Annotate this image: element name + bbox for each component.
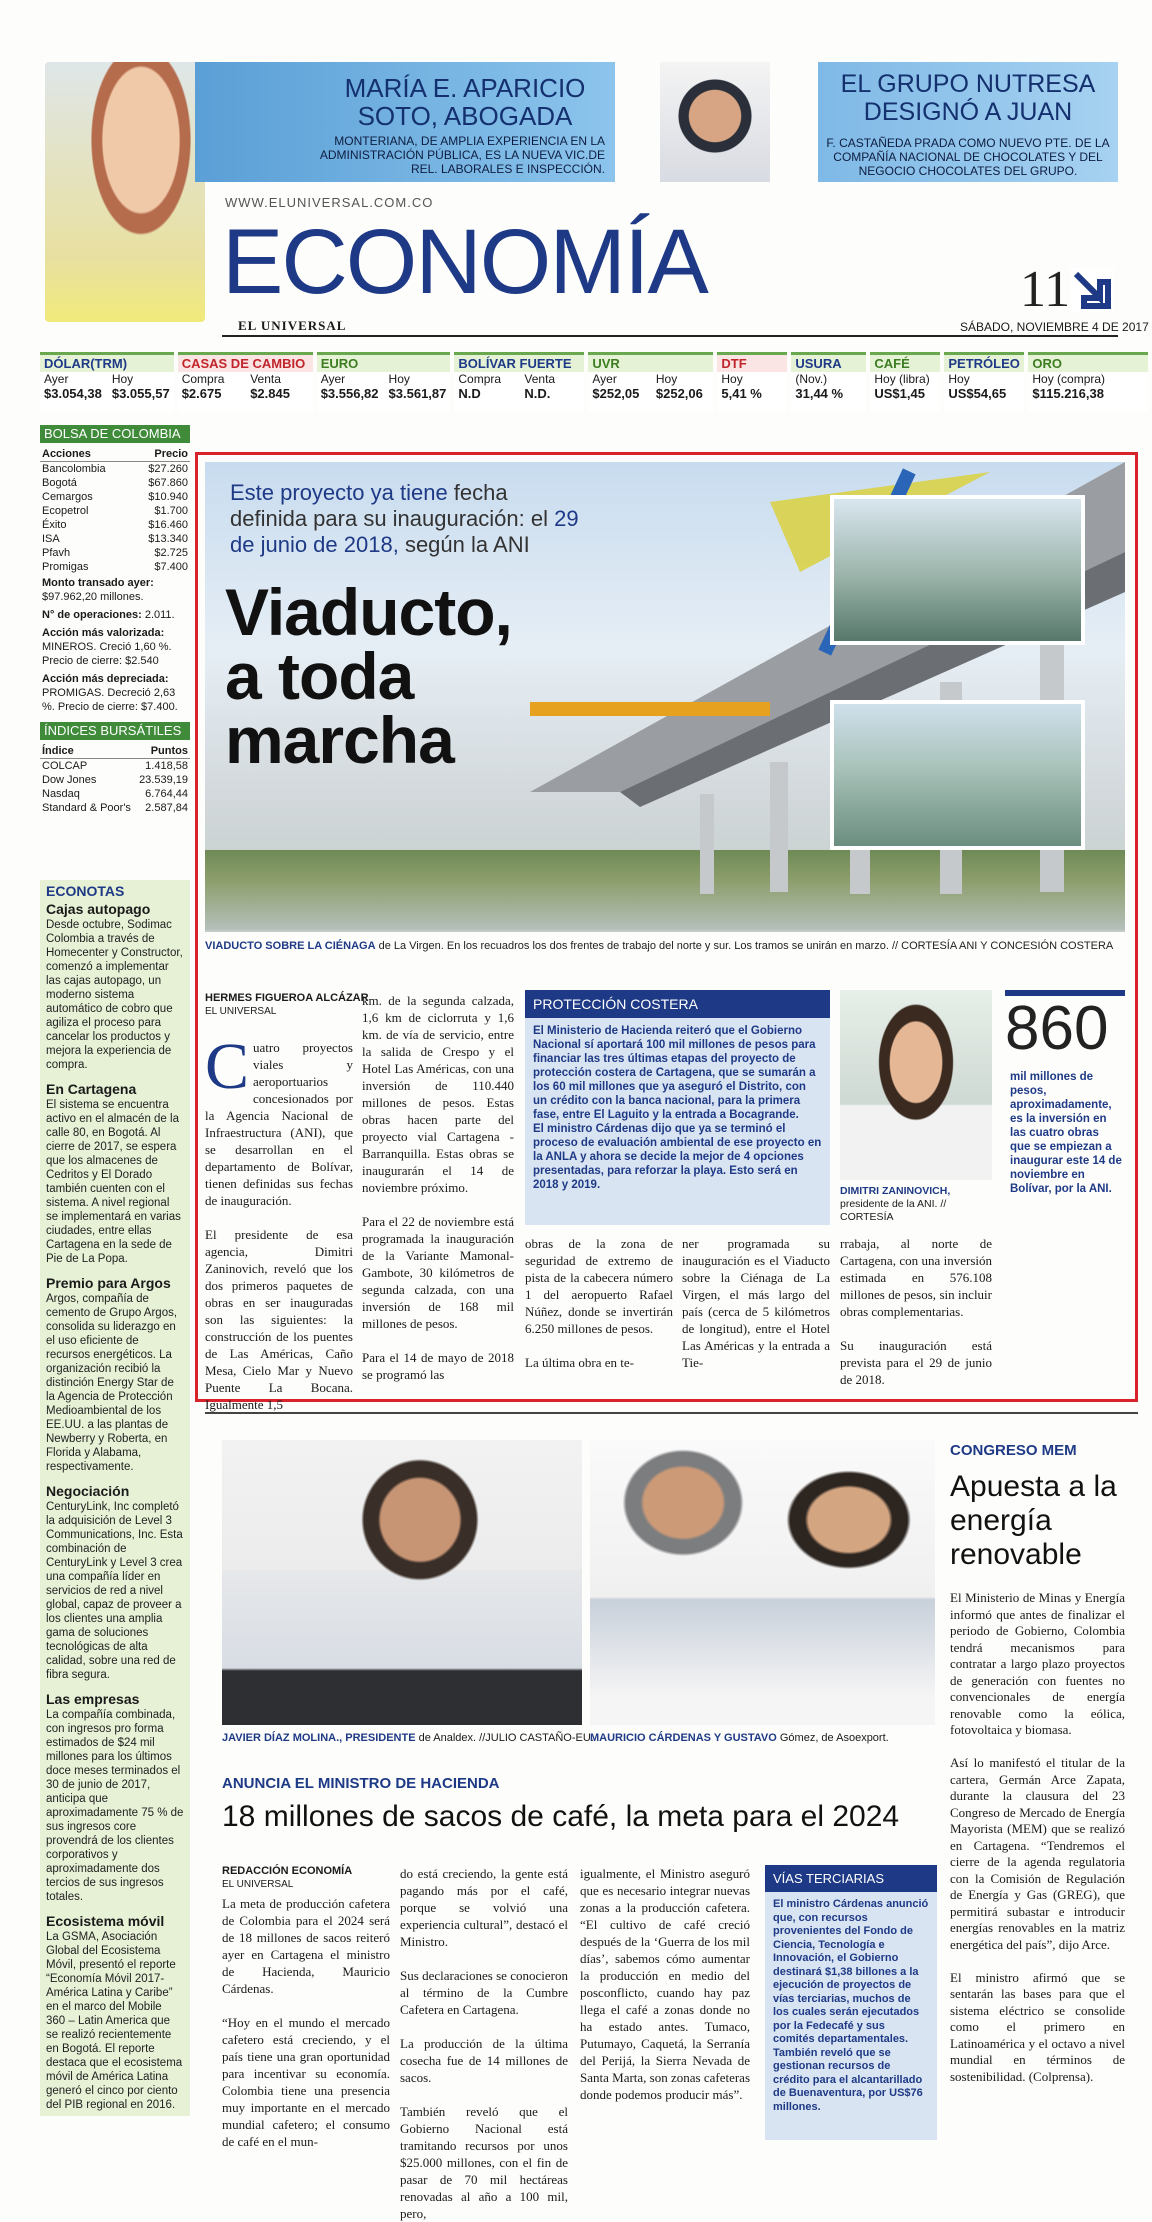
indicator-label: Hoy bbox=[655, 372, 678, 386]
bolsa-header-row bbox=[40, 447, 190, 462]
index-row bbox=[40, 787, 190, 801]
indicator-label: Venta bbox=[524, 372, 556, 386]
diaz-caption-bold: JAVIER DÍAZ MOLINA., PRESIDENTE bbox=[222, 1732, 416, 1744]
bolsa-stock: Cemargos bbox=[42, 491, 93, 503]
bolsa-price: $1.700 bbox=[154, 505, 188, 517]
bolsa-stock: ISA bbox=[42, 533, 60, 545]
indicator-value: N.D bbox=[458, 386, 481, 401]
zanino-caption-bold: DIMITRI ZANINOVICH, bbox=[840, 1185, 951, 1197]
indicator-name: DTF bbox=[717, 355, 787, 372]
feature-kicker bbox=[230, 480, 590, 558]
indicator-labels bbox=[870, 372, 940, 386]
zanino-caption bbox=[840, 1185, 992, 1224]
bolsa-row bbox=[40, 532, 190, 546]
masthead: EL UNIVERSAL bbox=[238, 318, 347, 333]
indicator-1 bbox=[178, 352, 313, 412]
bolsa-rows bbox=[40, 462, 190, 574]
feature-col-3: obras de la zona de seguridad de extremo de pista de la cabecera número 1 del aeropuerto Rafael Núñez, donde se invertirán 6.250 millones de pesos. La última obra en te- bbox=[525, 1236, 673, 1370]
photo-mauricio-cardenas bbox=[590, 1440, 935, 1725]
cafe-kicker: ANUNCIA EL MINISTRO DE HACIENDA bbox=[222, 1775, 500, 1792]
header-teaser-left[interactable] bbox=[195, 62, 615, 182]
indicator-labels bbox=[791, 372, 866, 386]
cafe-byline: REDACCIÓN ECONOMÍA bbox=[222, 1865, 353, 1877]
indicator-labels bbox=[1028, 372, 1148, 386]
cafe-bysub: EL UNIVERSAL bbox=[222, 1879, 294, 1890]
bolsa-notes bbox=[40, 574, 190, 716]
indicator-labels bbox=[454, 372, 584, 386]
econota-title[interactable]: Ecosistema móvil bbox=[46, 1913, 165, 1929]
indicator-name: PETRÓLEO bbox=[944, 355, 1024, 372]
indicator-label: Compra bbox=[458, 372, 502, 386]
header-teaser-right[interactable] bbox=[818, 62, 1118, 182]
headline-line-3: marcha bbox=[225, 703, 454, 777]
indicator-label: Hoy (compra) bbox=[1032, 372, 1106, 386]
bolsa-price: $16.460 bbox=[148, 519, 188, 531]
bolsa-price: $7.400 bbox=[154, 561, 188, 573]
indicator-9 bbox=[1028, 352, 1148, 412]
index-row bbox=[40, 759, 190, 773]
indicator-label: (Nov.) bbox=[795, 372, 828, 386]
indicator-8 bbox=[944, 352, 1024, 412]
congreso-headline[interactable]: Apuesta a la energía renovable bbox=[950, 1470, 1117, 1571]
bolsa-stock: Bancolombia bbox=[42, 463, 106, 475]
congreso-body: El Ministerio de Minas y Energía informó que antes de finalizar el periodo de Gobierno, Colombia tendrá mecanismos para contratar a largo plazo proyectos de generación con fuentes no convencionales de energía renovable como la eólica, fotovoltaica y biomasa. Así lo manifestó el titular de la cartera, Germán Arce Zapata, durante la clausura del 23 Congreso de Mercado de Energía Mayorista (MEM) que se realizó en Cartagena. “Tendremos el cierre de la agenda regulatoria con la Comisión de Regulación de Energía y Gas (GREG), que permitirá subastar e introducir energías renovables en la matriz energética del país”, dijo Arce. El ministro afirmó que se sentarán las bases para que el sistema eléctrico se consolide como el primero en Latinoamérica y el octavo a nivel mundial en términos de sostenibilidad. (Colprensa). bbox=[950, 1590, 1125, 2084]
headline-line-1: Viaducto, bbox=[225, 575, 512, 649]
feature-col-5: rrabaja, al norte de Cartagena, con una inversión estimada en 576.108 millones de pesos, sin incluir obras complementarias. Su inauguración está prevista para el 29 de junio de 2018. bbox=[840, 1236, 992, 1387]
cafe-headline[interactable]: 18 millones de sacos de café, la meta para el 2024 bbox=[222, 1800, 900, 1833]
indicator-value: 31,44 % bbox=[795, 386, 844, 401]
zanino-caption-text: presidente de la ANI. // CORTESÍA bbox=[840, 1198, 947, 1223]
diaz-caption-text: de Analdex. //JULIO CASTAÑO-EU. bbox=[415, 1732, 594, 1744]
cafe-col-2: do está creciendo, la gente está pagando más por el café, porque se volvió una experiencia cultural”, destacó el Ministro. Sus declaraciones se conocieron al término de la Cumbre Cafetera en Cartagena. La producción de la última cosecha fue de 14 millones de sacos. También reveló que el Gobierno Nacional está tramitando recursos por unos $25.000 millones, con el fin de pasar de 70 mil hectáreas renovadas al año a 100 mil, pero, bbox=[400, 1866, 568, 2221]
econotas-column bbox=[40, 880, 190, 2116]
bolsa-row bbox=[40, 462, 190, 476]
site-url[interactable]: WWW.ELUNIVERSAL.COM.CO bbox=[225, 195, 434, 210]
bolsa-title: BOLSA DE COLOMBIA bbox=[40, 425, 190, 443]
bolsa-note-label: Acción más valorizada: bbox=[42, 627, 165, 639]
index-row bbox=[40, 801, 190, 815]
feature-col-1-text: uatro proyectos viales y aeroportuarios concesionados por la Agencia Nacional de Infraestructura (ANI), que se desarrollan en el departamento de Bolívar, tienen definidas sus fechas de inauguración. El presidente de esa agencia, Dimitri Zaninovich, reveló que los dos primeros paquetes de obras en ser inauguradas son las siguientes: la construcción de los puentes de Las Américas, Caño Mesa, Cielo Mar y Nuevo Puente La Bocana. Igualmente 1,5 bbox=[205, 1040, 353, 1412]
indicator-6 bbox=[791, 352, 866, 412]
indicator-values bbox=[791, 386, 866, 401]
econota-title[interactable]: Negociación bbox=[46, 1483, 130, 1499]
indicator-label: Hoy bbox=[111, 372, 134, 386]
cafe-col-1: La meta de producción cafetera de Colombia para el 2024 será de 18 millones de sacos reiteró ayer en Cartagena el ministro de Hacienda, Mauricio Cárdenas. “Hoy en el mundo el mercado cafetero está creciendo, y el país tiene una gran oportunidad para incentivar su economía. Colombia tiene una presencia muy importante en el mercado mundial cafetero; el consumo de café en el mun- bbox=[222, 1896, 390, 2149]
econota-text: Desde octubre, Sodimac Colombia a través de Homecenter y Constructor, comenzó a implementar las cajas autopago, un moderno sistema automático de cobro que agiliza el proceso para cancelar los productos y mejora la experiencia de compra. bbox=[46, 919, 183, 1071]
indicator-labels bbox=[40, 372, 174, 386]
vias-body: El ministro Cárdenas anunció que, con recursos provenientes del Fondo de Ciencia, Tecnología e Innovación, el Gobierno destinará $1,38 billones a la ejecución de proyectos de vías terciarias, muchos de los cuales serán ejecutados por la Fedecafé y sus comités departamentales. También reveló que se gestionan recursos de crédito para el alcantarillado de Buenaventura, por US$76 millones. bbox=[773, 1898, 929, 2113]
indicator-value: $252,06 bbox=[655, 386, 703, 401]
indicator-7 bbox=[870, 352, 940, 412]
econota-title[interactable]: Premio para Argos bbox=[46, 1275, 171, 1291]
indicator-values bbox=[454, 386, 584, 401]
econota-text: El sistema se encuentra activo en el almacén de la calle 80, en Bogotá. Al cierre de 2017, se espera que los almacenes de Cedritos y El Dorado también cuenten con el sistema. A nivel regional se implementará en varias ciudades, entre ellas Cartagena en la sede de Pie de La Popa. bbox=[46, 1099, 181, 1265]
headline-line-2: a toda bbox=[225, 639, 414, 713]
diaz-caption bbox=[222, 1732, 594, 1744]
cardenas-caption-text: Gómez, de Asoexport. bbox=[776, 1732, 889, 1744]
bolsa-row bbox=[40, 490, 190, 504]
indicator-value: $3.054,38 bbox=[44, 386, 102, 401]
bolsa-price: $10.940 bbox=[148, 491, 188, 503]
photo-javier-diaz bbox=[222, 1440, 582, 1725]
cardenas-caption-bold: MAURICIO CÁRDENAS Y GUSTAVO bbox=[590, 1732, 777, 1744]
indicator-label: Ayer bbox=[44, 372, 69, 386]
econota-text: CenturyLink, Inc completó la adquisición de Level 3 Communications, Inc. Esta combinación de CenturyLink y Level 3 crea una compañía líder en servicios de red a nivel global, capaz de proveer a los clientes una amplia gama de soluciones tecnológicas de alta calidad, sobre una red de fibra segura. bbox=[46, 1501, 183, 1681]
index-name: Nasdaq bbox=[42, 788, 80, 800]
arrow-icon bbox=[1070, 268, 1114, 312]
bolsa-col-b: Precio bbox=[154, 448, 188, 460]
indicator-2 bbox=[317, 352, 451, 412]
big-number-text: mil millones de pesos, aproximadamente, es la inversión en las cuatro obras que se empiezan a inaugurar este 14 de noviembre en Bolívar, por la ANI. bbox=[1010, 1071, 1122, 1195]
photo-maria-aparicio bbox=[45, 62, 205, 322]
indicator-values bbox=[178, 386, 313, 401]
indicator-name: CAFÉ bbox=[870, 355, 940, 372]
teaser-left-desc: MONTERIANA, DE AMPLIA EXPERIENCIA EN LA ADMINISTRACIÓN PÚBLICA, ES LA NUEVA VIC.DE REL. LABORALES E INSPECCIÓN. bbox=[319, 134, 605, 176]
indicator-name: BOLÍVAR FUERTE bbox=[454, 355, 584, 372]
indicator-value: $2.675 bbox=[181, 386, 222, 401]
bolsa-row bbox=[40, 518, 190, 532]
index-points: 1.418,58 bbox=[145, 760, 188, 772]
bolsa-stock: Bogotá bbox=[42, 477, 77, 489]
congreso-tag: CONGRESO MEM bbox=[950, 1442, 1077, 1459]
big-number: 860 bbox=[1005, 990, 1125, 1062]
dropcap: C bbox=[205, 1030, 250, 1103]
cafe-col-3: igualmente, el Ministro aseguró que es necesario integrar nuevas zonas a la producción cafetera. “El cultivo de café creció después de la ‘Guerra de los mil días’, sabemos cómo aumentar la producción en medio del posconflicto, cuando hay paz llega el café a zonas donde no ha estado antes. Tumaco, Putumayo, Caquetá, la Serranía del Perijá, la Sierra Nevada de Santa Marta, son zonas cafeteras donde podemos producir más”. bbox=[580, 1866, 751, 2102]
indicator-name: UVR bbox=[588, 355, 713, 372]
indicator-labels bbox=[178, 372, 313, 386]
feature-col-4: ner programada su inauguración es el Viaducto sobre la Ciénaga de La Virgen, el más largo del país (cerca de 5 kilómetros de longitud), entre el Hotel Las Américas y la entrada a Tie- bbox=[682, 1236, 830, 1370]
indicator-name: USURA bbox=[791, 355, 866, 372]
indicator-value: $115.216,38 bbox=[1032, 386, 1104, 401]
markets-sidebar bbox=[40, 425, 190, 815]
indicator-5 bbox=[717, 352, 787, 412]
bolsa-note bbox=[40, 624, 190, 670]
indicator-labels bbox=[717, 372, 787, 386]
indicator-0 bbox=[40, 352, 174, 412]
bolsa-stock: Éxito bbox=[42, 519, 67, 531]
indicator-values bbox=[588, 386, 713, 401]
bolsa-note-text: 2.011. bbox=[144, 609, 175, 621]
indicator-values bbox=[1028, 386, 1148, 401]
kicker-part-3: 29 de junio de 2018, bbox=[230, 506, 579, 557]
feature-headline bbox=[225, 575, 585, 777]
bolsa-price: $13.340 bbox=[148, 533, 188, 545]
indicator-4 bbox=[588, 352, 713, 412]
indicator-value: $2.845 bbox=[250, 386, 290, 401]
caption-bold: VIADUCTO SOBRE LA CIÉNAGA bbox=[205, 940, 376, 952]
econota-text: La compañía combinada, con ingresos pro forma estimados de $24 mil millones para los últimos doce meses terminados el 30 de junio de 2017, anticipa que aproximadamente 75 % de sus ingresos core provendrá de los clientes corporativos y aproximadamente dos tercios de sus ingresos totales. bbox=[46, 1709, 184, 1903]
indicator-label: Hoy bbox=[721, 372, 743, 386]
section-title: ECONOMÍA bbox=[222, 211, 707, 313]
bolsa-stock: Pfavh bbox=[42, 547, 71, 559]
indices-col-b: Puntos bbox=[150, 745, 188, 757]
indicator-label: Venta bbox=[250, 372, 281, 386]
indices-col-a: Índice bbox=[42, 745, 74, 757]
indicator-name: CASAS DE CAMBIO bbox=[178, 355, 313, 372]
bolsa-row bbox=[40, 476, 190, 490]
photo-dimitri-zaninovich bbox=[840, 990, 992, 1180]
econota-text: La GSMA, Asociación Global del Ecosistema Móvil, presentó el reporte “Economía Móvil 2017- América Latina y Caribe” en el marco del Mobile 360 – Latin America que se realizó recientemente en Bogotá. El reporte destaca que el ecosistema móvil de América Latina generó el cinco por ciento del PIB regional en 2016. bbox=[46, 1931, 183, 2111]
econota-title[interactable]: En Cartagena bbox=[46, 1081, 137, 1097]
page-number: 11 bbox=[1020, 261, 1071, 318]
bolsa-row bbox=[40, 546, 190, 560]
indicator-value: US$54,65 bbox=[948, 386, 1007, 401]
header-rule bbox=[222, 335, 1118, 337]
kicker-part-2: fecha definida para su inauguración: el bbox=[230, 480, 555, 531]
indicator-value: $3.556,82 bbox=[320, 386, 379, 401]
indicator-values bbox=[317, 386, 451, 401]
kicker-part-1: Este proyecto ya tiene bbox=[230, 480, 448, 505]
indicator-value: $3.055,57 bbox=[111, 386, 170, 401]
bolsa-note-text: MINEROS. Creció 1,60 %. Precio de cierre: $2.540 bbox=[42, 641, 172, 667]
indicator-values bbox=[40, 386, 174, 401]
indicator-label: Hoy bbox=[388, 372, 410, 386]
indicator-value: N.D. bbox=[524, 386, 551, 401]
index-name: COLCAP bbox=[42, 760, 88, 772]
bolsa-note-text: PROMIGAS. Decreció 2,63 %. Precio de cierre: $7.400. bbox=[42, 687, 178, 713]
prot-body: El Ministerio de Hacienda reiteró que el Gobierno Nacional sí aportará 100 mil millones de pesos para financiar las tres últimas etapas del proyecto de protección costera de Cartagena, que se sumarán a los 60 mil millones que ya aseguró el Distrito, con un crédito con la banca nacional, para la primera fase, entre El Laguito y la entrada a Bocagrande. El ministro Cárdenas dijo que ya se terminó el proceso de evaluación ambiental de ese proyecto en la ANLA y ahora se decide la mejor de 4 opciones presentadas, para reforzar la playa. Esto será en 2018 y 2019. bbox=[533, 1025, 822, 1191]
indicator-label: Hoy bbox=[948, 372, 970, 386]
indices-title: ÍNDICES BURSÁTILES bbox=[40, 722, 190, 740]
bolsa-price: $2.725 bbox=[154, 547, 188, 559]
indicator-value: 5,41 % bbox=[721, 386, 762, 401]
indicator-label: Hoy (libra) bbox=[874, 372, 930, 386]
caption-text: de La Virgen. En los recuadros los dos frentes de trabajo del norte y sur. Los tramos se unirán en marzo. // CORTESÍA ANI Y CONCESIÓN COSTERA bbox=[375, 940, 1114, 952]
bolsa-note-label: Monto transado ayer: bbox=[42, 577, 154, 589]
issue-date: SÁBADO, NOVIEMBRE 4 DE 2017 bbox=[960, 320, 1149, 334]
cardenas-caption bbox=[590, 1732, 889, 1744]
feature-bysub: EL UNIVERSAL bbox=[205, 1006, 277, 1017]
bolsa-row bbox=[40, 560, 190, 574]
econota-text: Argos, compañía de cemento de Grupo Argos, consolida su liderazgo en el uso eficiente de recursos energéticos. La organización recibió la distinción Energy Star de la Agencia de Protección Medioambiental de los EE.UU. a las plantas de Newberry y Roberta, en Florida y Alabama, respectivamente. bbox=[46, 1293, 178, 1473]
indicator-values bbox=[717, 386, 787, 401]
econota-title[interactable]: Las empresas bbox=[46, 1691, 140, 1707]
bolsa-price: $67.860 bbox=[148, 477, 188, 489]
bolsa-stock: Promigas bbox=[42, 561, 89, 573]
feature-caption bbox=[205, 940, 1125, 952]
indicator-value: $252,05 bbox=[592, 386, 640, 401]
section-rule bbox=[205, 1412, 1138, 1414]
prot-title: PROTECCIÓN COSTERA bbox=[525, 990, 830, 1018]
indicator-labels bbox=[944, 372, 1024, 386]
indices-header-row bbox=[40, 744, 190, 759]
indicator-label: Ayer bbox=[320, 372, 346, 386]
indicator-values bbox=[944, 386, 1024, 401]
indicator-labels bbox=[317, 372, 451, 386]
indicator-values bbox=[870, 386, 940, 401]
indicator-value: $3.561,87 bbox=[388, 386, 447, 401]
index-name: Standard & Poor's bbox=[42, 802, 131, 814]
index-points: 6.764,44 bbox=[145, 788, 188, 800]
indicator-value: US$1,45 bbox=[874, 386, 925, 401]
bolsa-note bbox=[40, 670, 190, 716]
indices-rows bbox=[40, 759, 190, 815]
kicker-part-4: según la ANI bbox=[398, 532, 530, 557]
index-points: 2.587,84 bbox=[145, 802, 188, 814]
indicator-name: DÓLAR(TRM) bbox=[40, 355, 174, 372]
bolsa-note-label: N° de operaciones: bbox=[42, 609, 142, 621]
indicator-labels bbox=[588, 372, 713, 386]
teaser-right-name: EL GRUPO NUTRESA DESIGNÓ A JUAN bbox=[840, 70, 1096, 126]
bolsa-row bbox=[40, 504, 190, 518]
bolsa-col-a: Acciones bbox=[42, 448, 91, 460]
bolsa-note-text: $97.962,20 millones. bbox=[42, 591, 144, 603]
indicator-label: Compra bbox=[181, 372, 225, 386]
econota-title[interactable]: Cajas autopago bbox=[46, 901, 151, 917]
inset-photo-south bbox=[830, 700, 1085, 850]
inset-photo-north bbox=[830, 495, 1085, 645]
teaser-left-name: MARÍA E. APARICIO SOTO, ABOGADA bbox=[344, 73, 586, 131]
bolsa-note bbox=[40, 606, 190, 624]
photo-juan-castaneda bbox=[660, 62, 770, 182]
indicator-3 bbox=[454, 352, 584, 412]
bolsa-note-label: Acción más depreciada: bbox=[42, 673, 169, 685]
vias-title: VÍAS TERCIARIAS bbox=[765, 1865, 937, 1892]
vias-terciarias-box bbox=[765, 1865, 937, 2140]
indicators-bar bbox=[40, 352, 1118, 412]
proteccion-costera-box bbox=[525, 990, 830, 1225]
bolsa-price: $27.260 bbox=[148, 463, 188, 475]
index-name: Dow Jones bbox=[42, 774, 97, 786]
bolsa-stock: Ecopetrol bbox=[42, 505, 89, 517]
bolsa-note bbox=[40, 574, 190, 606]
feature-col-2: km. de la segunda calzada, 1,6 km de ciclorruta y 1,6 km. de vía de servicio, entre la salida de Crespo y el Hotel Las Américas, con una inversión de 110.440 millones de pesos. Estas obras hacen parte del proyecto vial Cartagena -Barranquilla. Estas obras se inaugurarán el 14 de noviembre próximo. Para el 22 de noviembre está programada la inauguración de la Variante Mamonal-Gambote, 30 kilómetros de segunda calzada, con una inversión de 168 mil millones de pesos. Para el 14 de mayo de 2018 se programó las bbox=[362, 993, 514, 1382]
teaser-right-desc: F. CASTAÑEDA PRADA COMO NUEVO PTE. DE LA COMPAÑÍA NACIONAL DE CHOCOLATES Y DEL NEGOCIO CHOCOLATES DEL GRUPO. bbox=[826, 136, 1110, 178]
feature-col-1 bbox=[205, 1022, 353, 1413]
feature-byline: HERMES FIGUEROA ALCÁZAR bbox=[205, 992, 369, 1004]
econotas-tag: ECONOTAS bbox=[46, 883, 125, 899]
indicator-name: ORO bbox=[1028, 355, 1148, 372]
index-row bbox=[40, 773, 190, 787]
indicator-name: EURO bbox=[317, 355, 451, 372]
index-points: 23.539,19 bbox=[139, 774, 188, 786]
indicator-label: Ayer bbox=[592, 372, 617, 386]
